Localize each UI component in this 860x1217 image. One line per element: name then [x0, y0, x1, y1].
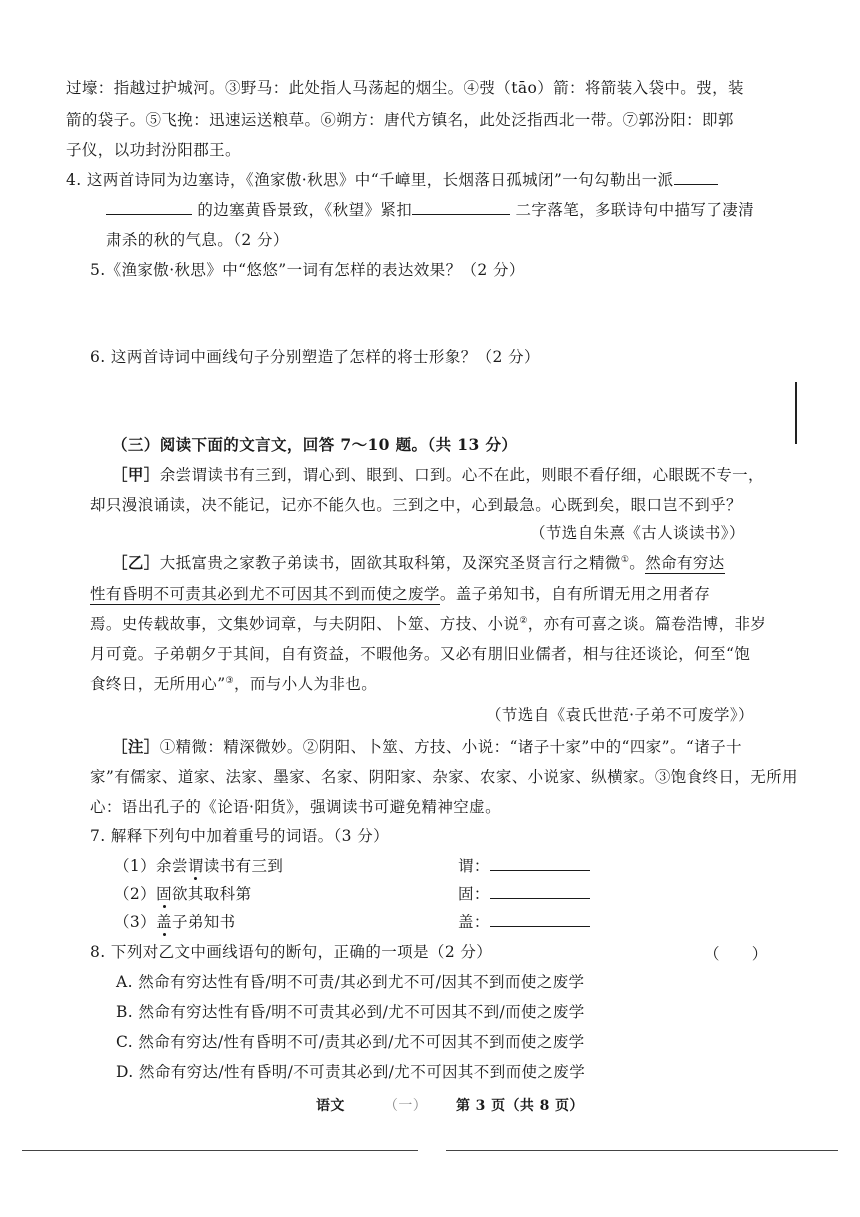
- q7-item-3: [114, 912, 236, 932]
- jia-line-1: [112, 465, 764, 485]
- yi-text-2b: 。盖子弟知书，自有所谓无用之用者存: [439, 585, 711, 603]
- jia-line-2: 却只漫浪诵读，决不能记，记亦不能久也。三到之中，心到最急。心既到矣，眼口岂不到乎？: [90, 496, 742, 514]
- q4-blank-2[interactable]: [412, 200, 510, 215]
- zhu-line-3: 心：语出孔子的《论语·阳货》，强调读书可避免精神空虚。: [90, 798, 501, 816]
- yi-underlined-2: 性有昏明不可责其必到尤不可因其不到而使之废学: [90, 585, 440, 603]
- note-marker-1: ①: [620, 554, 630, 565]
- yi-source: （节选自《袁氏世范·子弟不可废学》）: [486, 706, 754, 724]
- zhu-line-1: [112, 737, 742, 757]
- yi-text-1b: 。: [629, 554, 646, 572]
- jia-text-1: 余尝谓读书有三到，谓心到、眼到、口到。心不在此，则眼不看仔细，心眼既不专一，: [159, 466, 764, 484]
- yi-text-5b: ，而与小人为非也。: [234, 675, 378, 693]
- note-marker-2: ②: [519, 615, 528, 626]
- q7-answer-2-label: 固：: [458, 885, 490, 903]
- note-line-3: 子仪，以功封汾阳郡王。: [66, 141, 241, 159]
- yi-line-4: 月可竟。子弟朝夕于其间，自有资益，不暇他务。又必有朋旧业儒者，相与往还谈论，何至“饱: [90, 645, 751, 663]
- q6-stem: 6. 这两首诗词中画线句子分别塑造了怎样的将士形象？（2 分）: [90, 348, 540, 366]
- yi-text-5a: 食终日，无所用心”: [90, 675, 226, 693]
- q4-line-1: [66, 170, 718, 190]
- zhu-line-2: 家”有儒家、道家、法家、墨家、名家、阴阳家、杂家、农家、小说家、纵横家。③饱食终日，无所用: [90, 768, 798, 786]
- section-3-heading: （三）阅读下面的文言文，回答 7～10 题。（共 13 分）: [112, 435, 518, 454]
- zhu-tag: ［注］: [112, 737, 160, 756]
- q7-answer-1-label: 谓：: [458, 857, 490, 875]
- q4-text-b: 的边塞黄昏景致，《秋望》紧扣: [197, 201, 413, 219]
- zhu-text-1: ①精微：精深微妙。②阴阳、卜筮、方技、小说：“诸子十家”中的“四家”。“诸子十: [159, 738, 742, 756]
- bottom-rule-right: [446, 1150, 838, 1151]
- q4-blank-1a[interactable]: [674, 170, 718, 185]
- yi-underlined-1: 然命有穷达: [645, 554, 725, 572]
- q7-answer-3-blank[interactable]: [490, 912, 590, 927]
- yi-text-1a: 大抵富贵之家教子弟读书，固欲其取科第，及深究圣贤言行之精微: [159, 554, 621, 572]
- q7-answer-1: [458, 856, 590, 876]
- q7-item-2: [114, 884, 251, 904]
- note-marker-3: ③: [225, 675, 234, 686]
- q7-item-3-key-word: 盖: [156, 913, 172, 931]
- yi-text-3a: 焉。史传载故事，文集妙词章，与夫阴阳、卜筮、方技、小说: [90, 615, 520, 633]
- footer-subject: 语文: [316, 1098, 345, 1114]
- q4-blank-1b[interactable]: [106, 200, 192, 215]
- q7-answer-1-blank[interactable]: [490, 856, 590, 871]
- q7-stem: 7. 解释下列句中加着重号的词语。（3 分）: [90, 827, 390, 845]
- q4-text-a: 4. 这两首诗同为边塞诗，《渔家傲·秋思》中“千嶂里，长烟落日孤城闭”一句勾勒出一派: [66, 171, 674, 189]
- q7-answer-2-blank[interactable]: [490, 884, 590, 899]
- q7-answer-2: [458, 884, 590, 904]
- note-line-1: 过壕：指越过护城河。③野马：此处指人马荡起的烟尘。④弢（tāo）箭：将箭装入袋中。弢，装: [66, 79, 744, 97]
- q5-stem: 5.《渔家傲·秋思》中“悠悠”一词有怎样的表达效果？（2 分）: [90, 261, 525, 279]
- yi-tag: ［乙］: [112, 553, 160, 572]
- q7-item-2-post: 欲其取科第: [171, 885, 252, 903]
- q8-option-b[interactable]: B. 然命有穷达性有昏/明不可责其必到/尤不可因其不到/而使之废学: [116, 1003, 585, 1021]
- footer-code: （一）: [384, 1098, 428, 1114]
- q4-line-3: 肃杀的秋的气息。（2 分）: [106, 231, 289, 249]
- q4-text-c: 二字落笔，多联诗句中描写了凄清: [515, 201, 755, 219]
- yi-text-3b: ，亦有可喜之谈。篇卷浩博，非岁: [527, 615, 767, 633]
- margin-mark: [795, 382, 797, 444]
- yi-line-2: [90, 584, 710, 604]
- yi-line-3: [90, 614, 766, 634]
- q7-item-3-pre: （3）: [114, 913, 157, 931]
- footer-page-number: 第 3 页（共 8 页）: [456, 1098, 584, 1114]
- yi-line-5: [90, 674, 377, 694]
- q7-item-1-pre: （1）余尝: [114, 857, 188, 875]
- q7-item-1-post: 读书有三到: [203, 857, 284, 875]
- q7-answer-3-label: 盖：: [458, 913, 490, 931]
- jia-source: （节选自朱熹《古人谈读书》）: [530, 524, 745, 542]
- q7-item-2-pre: （2）: [114, 885, 157, 903]
- q7-answer-3: [458, 912, 590, 932]
- bottom-rule-left: [22, 1150, 418, 1151]
- q8-option-c[interactable]: C. 然命有穷达/性有昏明不可/责其必到/尤不可因其不到而使之废学: [116, 1033, 585, 1051]
- q7-item-1-key-word: 谓: [187, 857, 204, 875]
- jia-tag: ［甲］: [112, 465, 160, 484]
- q8-option-a[interactable]: A. 然命有穷达性有昏/明不可责/其必到尤不可/因其不到而使之废学: [116, 973, 585, 991]
- q8-option-d[interactable]: D. 然命有穷达/性有昏明/不可责其必到/尤不可因其不到而使之废学: [116, 1063, 586, 1081]
- q8-answer-paren[interactable]: （ ）: [704, 945, 768, 963]
- yi-line-1: [112, 553, 725, 573]
- q7-item-3-post: 子弟知书: [171, 913, 236, 931]
- q7-item-2-key-word: 固: [156, 885, 172, 903]
- q4-line-2: [106, 200, 754, 220]
- q7-item-1: [114, 856, 283, 876]
- q8-stem: 8. 下列对乙文中画线语句的断句，正确的一项是（2 分）: [90, 943, 493, 961]
- note-line-2: 箭的袋子。⑤飞挽：迅速运送粮草。⑥朔方：唐代方镇名，此处泛指西北一带。⑦郭汾阳：即郭: [66, 111, 734, 129]
